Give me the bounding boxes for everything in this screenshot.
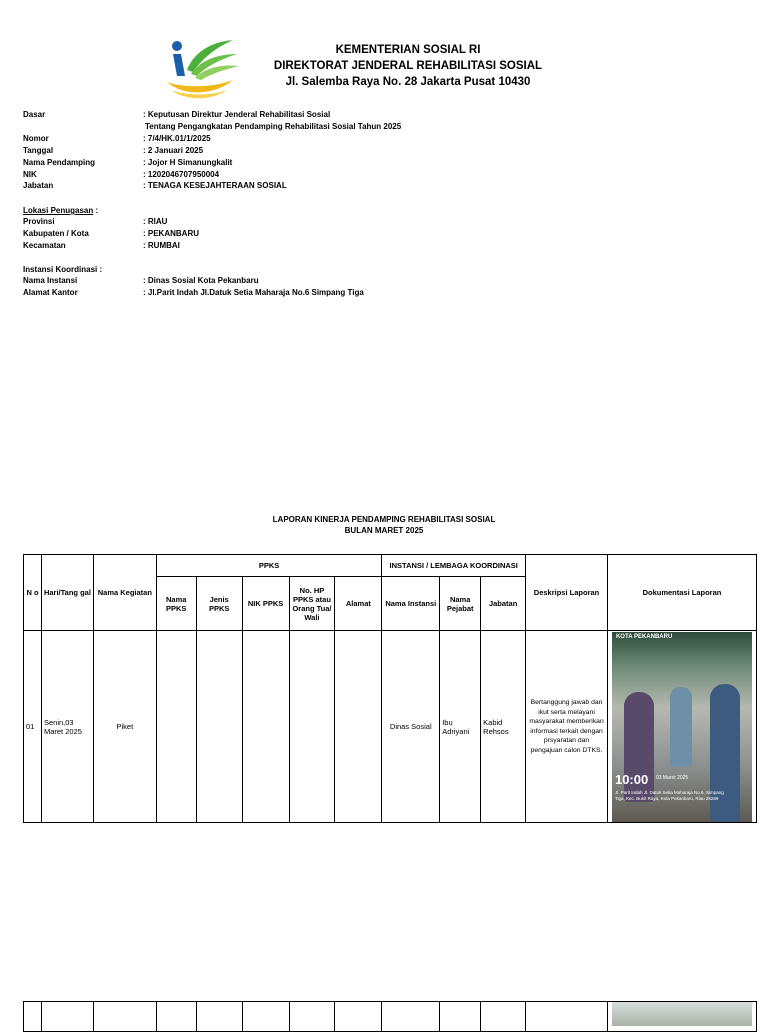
- lokasi-suffix: :: [93, 206, 99, 215]
- kecamatan-label: Kecamatan: [23, 241, 66, 250]
- nama-instansi-value: : Dinas Sosial Kota Pekanbaru: [143, 276, 259, 285]
- cell-dokumentasi: [607, 1002, 756, 1032]
- jabatan-value: : TENAGA KESEJAHTERAAN SOSIAL: [143, 181, 287, 190]
- photo-location-stamp: Jl. Parit Indah Jl. Datuk Setia Maharaja No.6, Simpang Tiga, Kec. Bukit Raya, Kota Pekanbaru, Riau 28289: [614, 789, 724, 801]
- table-row: [24, 1002, 757, 1032]
- tanggal-label: Tanggal: [23, 146, 54, 155]
- cell: [93, 1002, 156, 1032]
- cell-alamat: [335, 631, 382, 823]
- dasar-label: Dasar: [23, 110, 46, 119]
- group-ppks: PPKS: [156, 555, 382, 577]
- report-title: [0, 514, 768, 536]
- directorate-name: DIREKTORAT JENDERAL REHABILITASI SOSIAL: [273, 60, 543, 72]
- provinsi-value: : RIAU: [143, 217, 168, 226]
- nama-pendamping-value: : Jojor H Simanungkalit: [143, 158, 233, 167]
- cell-nik-ppks: [242, 631, 289, 823]
- col-nik-ppks: NIK PPKS: [242, 577, 289, 631]
- alamat-kantor-label: Alamat Kantor: [23, 288, 78, 297]
- cell: [382, 1002, 440, 1032]
- col-jabatan: Jabatan: [481, 577, 526, 631]
- cell-nama-ppks: [156, 631, 196, 823]
- nama-pendamping-label: Nama Pendamping: [23, 158, 96, 167]
- col-nama-pejabat: Nama Pejabat: [440, 577, 481, 631]
- col-dokumentasi: Dokumentasi Laporan: [607, 555, 756, 631]
- cell: [41, 1002, 93, 1032]
- letterhead: [258, 42, 558, 90]
- col-jenis-ppks: Jenis PPKS: [196, 577, 242, 631]
- kecamatan-value: : RUMBAI: [143, 241, 180, 250]
- cell: [526, 1002, 608, 1032]
- col-alamat: Alamat: [335, 577, 382, 631]
- office-address: Jl. Salemba Raya No. 28 Jakarta Pusat 10430: [285, 76, 531, 88]
- cell: [289, 1002, 335, 1032]
- nik-label: NIK: [23, 170, 37, 179]
- cell: [242, 1002, 289, 1032]
- documentation-photo: [612, 632, 752, 822]
- nama-instansi-label: Nama Instansi: [23, 276, 78, 285]
- col-no: N o: [24, 555, 42, 631]
- cell-hari: Senin,03 Maret 2025: [41, 631, 93, 823]
- cell-no: 01: [24, 631, 42, 823]
- instansi-koordinasi-label: Instansi Koordinasi :: [23, 265, 103, 274]
- cell-dokumentasi: [607, 631, 756, 823]
- nik-value: : 1202046707950004: [143, 170, 220, 179]
- cell: [440, 1002, 481, 1032]
- photo-timestamp-date: 03 Maret 2025: [655, 774, 689, 781]
- cell: [24, 1002, 42, 1032]
- provinsi-label: Provinsi: [23, 217, 55, 226]
- dasar-value: : Keputusan Direktur Jenderal Rehabilitasi Sosial: [143, 110, 331, 119]
- cell-nama-instansi: Dinas Sosial: [382, 631, 440, 823]
- cell-kegiatan: Piket: [93, 631, 156, 823]
- photo-person-middle: [670, 687, 692, 767]
- nomor-label: Nomor: [23, 134, 49, 143]
- ministry-name: KEMENTERIAN SOSIAL RI: [335, 44, 481, 56]
- tanggal-value: : 2 Januari 2025: [143, 146, 204, 155]
- cell-deskripsi: Bertanggung jawab dan ikut serta melayani masyarakat memberikan informasi terkait dengan prsyaratan dan pengajuan calon DTKS.: [526, 631, 608, 823]
- cell-nama-pejabat: Ibu Adriyani: [440, 631, 481, 823]
- documentation-photo: [612, 1002, 752, 1026]
- alamat-kantor-value: : Jl.Parit Indah Jl.Datuk Setia Maharaja No.6 Simpang Tiga: [143, 288, 364, 297]
- cell-hp-ppks: [289, 631, 335, 823]
- dasar-value-2: Tentang Pengangkatan Pendamping Rehabilitasi Sosial Tahun 2025: [145, 122, 402, 131]
- kabupaten-label: Kabupaten / Kota: [23, 229, 89, 238]
- cell-jabatan: Kabid Rehsos: [481, 631, 526, 823]
- lokasi-label: Lokasi Penugasan: [23, 206, 94, 215]
- group-instansi: INSTANSI / LEMBAGA KOORDINASI: [382, 555, 526, 577]
- kemensos-logo: [163, 36, 241, 102]
- col-nama-instansi: Nama Instansi: [382, 577, 440, 631]
- cell: [196, 1002, 242, 1032]
- photo-timestamp-time: 10:00: [614, 771, 649, 787]
- cell: [156, 1002, 196, 1032]
- col-deskripsi: Deskripsi Laporan: [526, 555, 608, 631]
- col-hari-tanggal: Hari/Tang gal: [41, 555, 93, 631]
- cell: [481, 1002, 526, 1032]
- photo-sign-text: KOTA PEKANBARU: [615, 633, 673, 640]
- kabupaten-value: : PEKANBARU: [143, 229, 199, 238]
- col-hp-ppks: No. HP PPKS atau Orang Tua/ Wali: [289, 577, 335, 631]
- nomor-value: : 7/4/HK.01/1/2025: [143, 134, 211, 143]
- cell-jenis-ppks: [196, 631, 242, 823]
- table-row: [24, 631, 757, 823]
- jabatan-label: Jabatan: [23, 181, 54, 190]
- report-table-continued: [23, 1001, 757, 1032]
- report-table: [23, 554, 757, 823]
- report-title-line2: BULAN MARET 2025: [344, 526, 424, 535]
- col-nama-ppks: Nama PPKS: [156, 577, 196, 631]
- cell: [335, 1002, 382, 1032]
- report-title-line1: LAPORAN KINERJA PENDAMPING REHABILITASI SOSIAL: [272, 515, 496, 524]
- col-nama-kegiatan: Nama Kegiatan: [93, 555, 156, 631]
